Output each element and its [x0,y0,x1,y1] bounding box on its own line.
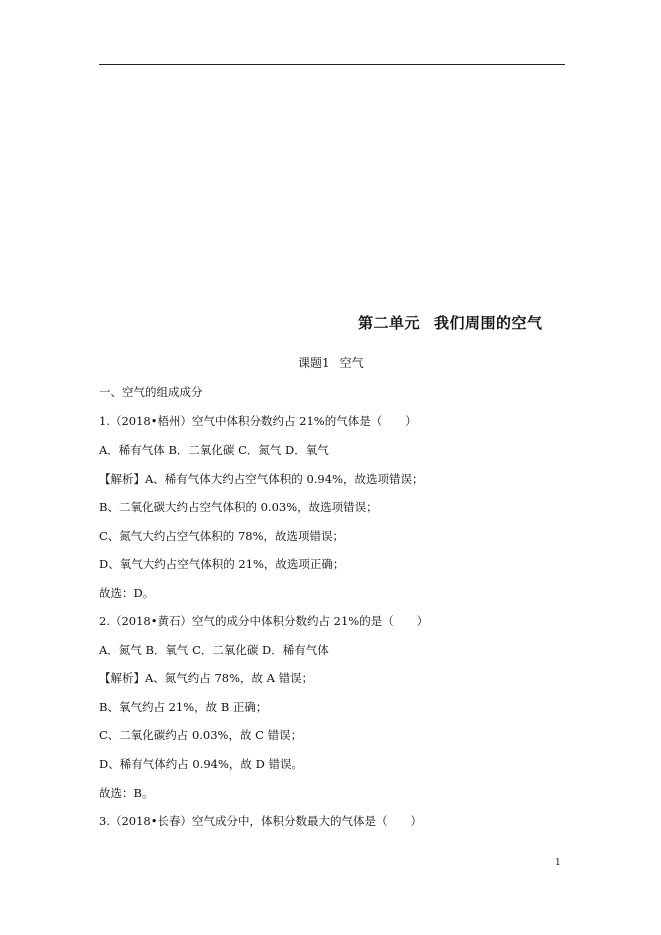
question-2-options: A．氮气 B．氧气 C．二氧化碳 D．稀有气体 [99,643,329,657]
page-number: 1 [555,858,561,868]
question-2: 2.（2018•黄石）空气的成分中体积分数约占 21%的是（ ） [99,614,429,628]
question-1-answer: 故选：D。 [99,586,155,600]
unit-title [358,312,543,333]
unit-title-number: 第二单元 [358,314,421,332]
question-2-analysis: 【解析】A、氮气约占 78%，故 A 错误； [99,671,314,685]
unit-title-text: 我们周围的空气 [434,314,543,332]
question-2-analysis-b: B、氧气约占 21%，故 B 正确； [99,700,268,714]
question-3: 3.（2018•长春）空气成分中，体积分数最大的气体是（ ） [99,814,423,828]
lesson-title-text: 空气 [339,356,364,370]
question-1-analysis-d: D、氧气大约占空气体积的 21%，故选项正确； [99,557,345,571]
lesson-title [298,354,364,371]
question-2-analysis-d: D、稀有气体约占 0.94%，故 D 错误。 [99,757,303,771]
header-rule [99,64,565,65]
question-1-analysis-c: C、氮气大约占空气体积的 78%，故选项错误； [99,529,345,543]
lesson-title-number: 课题1 [298,356,330,370]
question-1-options: A．稀有气体 B．二氧化碳 C．氮气 D．氧气 [99,443,329,457]
question-2-analysis-c: C、二氧化碳约占 0.03%，故 C 错误； [99,728,303,742]
question-2-answer: 故选：B。 [99,786,154,800]
question-1: 1.（2018•梧州）空气中体积分数约占 21%的气体是（ ） [99,414,417,428]
section-heading: 一、空气的组成成分 [99,385,203,399]
question-1-analysis: 【解析】A、稀有气体大约占空气体积的 0.94%，故选项错误； [99,472,424,486]
question-1-analysis-b: B、二氧化碳大约占空气体积的 0.03%，故选项错误； [99,500,378,514]
